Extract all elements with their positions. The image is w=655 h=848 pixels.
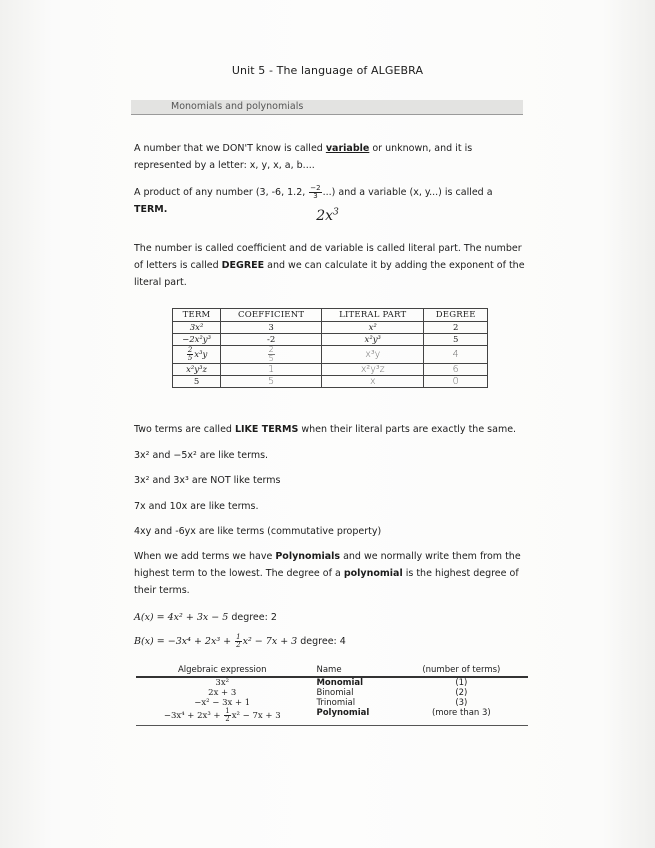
count-cell: (more than 3) (395, 708, 528, 726)
text-span: A number that we DON'T know is called (134, 143, 326, 154)
text-span: or unknown, and it is represented by a letter: x, y, x, a, b.... (134, 143, 473, 171)
polynomial-definition (134, 548, 528, 599)
degree-cell: 2 (424, 322, 488, 334)
text-span: and we normally write them from the highest term to the lowest. The degree of a (134, 551, 521, 579)
variable-keyword: variable (325, 143, 370, 154)
degree-cell: 5 (424, 334, 488, 346)
term-cell: 5 (173, 376, 221, 388)
fraction (268, 346, 275, 363)
expr-part: x² − 7x + 3 (242, 636, 298, 647)
polynomial-keyword: polynomial (343, 568, 403, 579)
name-cell: Binomial (316, 688, 354, 698)
term-keyword: TERM. (134, 204, 168, 215)
text-span: and we can calculate it by adding the exponent of the literal part. (134, 260, 525, 288)
text-span: A product of any number (3, -6, 1.2, (134, 187, 309, 198)
fraction-denominator: 2 (225, 715, 230, 723)
polynomial-classification-table (136, 664, 528, 726)
fraction-numerator: 1 (225, 707, 230, 715)
like-terms-definition (134, 424, 516, 435)
fraction-numerator: 2 (187, 346, 193, 354)
expr-part: −3x⁴ + 2x³ + (163, 711, 224, 721)
table-row (173, 334, 488, 346)
like-terms-example: 7x and 10x are like terms. (134, 501, 259, 512)
text-span: ...) and a variable (x, y...) is called a (322, 187, 493, 198)
expression-cell: −x² − 3x + 1 (194, 698, 251, 708)
table-row (136, 677, 528, 688)
col-header-name: Name (308, 664, 394, 677)
col-header-expression: Algebraic expression (136, 664, 308, 677)
term-cell (173, 346, 221, 364)
example-exponent: 3 (333, 207, 339, 218)
degree-cell: 4 (424, 346, 488, 364)
polynomial-b (134, 634, 346, 649)
like-terms-example: 3x² and 3x³ are NOT like terms (134, 475, 281, 486)
example-base: 2x (316, 208, 333, 224)
page-title: Unit 5 - The language of ALGEBRA (231, 64, 424, 77)
fraction-denominator: 5 (187, 354, 193, 362)
example-term (0, 208, 655, 224)
table-row (173, 364, 488, 376)
count-cell: (2) (455, 688, 468, 698)
degree-cell: 6 (424, 364, 488, 376)
expression-cell: 3x² (215, 678, 230, 688)
term-cell: −2x²y³ (173, 334, 221, 346)
term-table (172, 308, 488, 388)
fraction-denominator: 5 (268, 354, 274, 363)
col-header-term: TERM (173, 309, 221, 322)
count-cell: (1) (455, 678, 468, 688)
polynomial-b-expression (134, 633, 298, 649)
section-title: Monomials and polynomials (171, 101, 304, 112)
coefficient-definition (134, 240, 528, 291)
degree-keyword: DEGREE (221, 260, 265, 271)
coefficient-cell (221, 346, 322, 364)
literal-cell: x³y (322, 346, 424, 364)
coefficient-cell: -2 (221, 334, 322, 346)
variable-definition (134, 140, 528, 174)
expression-cell: 2x + 3 (208, 688, 237, 698)
table-row (136, 688, 528, 698)
literal-cell: x² (322, 322, 424, 334)
coefficient-cell: 3 (221, 322, 322, 334)
polynomial-a-degree: degree: 2 (231, 612, 277, 623)
name-cell: Trinomial (316, 698, 356, 708)
expr-part: x² − 7x + 3 (231, 711, 281, 721)
fraction-denominator: 2 (236, 641, 241, 649)
fraction (309, 185, 321, 200)
section-header (131, 100, 523, 115)
text-span: is the highest degree of their terms. (134, 568, 519, 596)
fraction-denominator: 3 (313, 192, 318, 200)
like-terms-example: 4xy and -6yx are like terms (commutative property) (134, 526, 382, 537)
table-header-row (136, 664, 528, 677)
name-cell: Monomial (316, 678, 364, 688)
literal-cell: x²y³z (322, 364, 424, 376)
text-span: Two terms are called (134, 424, 235, 435)
table-header-row (173, 309, 488, 322)
name-cell: Polynomial (308, 708, 394, 726)
table-row (136, 698, 528, 708)
table-row (173, 346, 488, 364)
degree-cell: 0 (424, 376, 488, 388)
literal-cell: x (322, 376, 424, 388)
polynomial-a-expression: A(x) = 4x² + 3x − 5 (134, 612, 229, 623)
expr-part: B(x) = −3x⁴ + 2x³ + (134, 636, 235, 647)
polynomial-keyword: Polynomials (275, 551, 341, 562)
table-row (173, 376, 488, 388)
term-cell: x²y³z (173, 364, 221, 376)
fraction (187, 347, 193, 362)
text-span: When we add terms we have (134, 551, 276, 562)
fraction (235, 634, 241, 649)
text-span: The number is called coefficient and de variable is called literal part. The number of letters is called (134, 243, 522, 271)
like-terms-example: 3x² and −5x² are like terms. (134, 450, 269, 461)
table-row (173, 322, 488, 334)
count-cell: (3) (455, 698, 468, 708)
fraction-numerator: 2 (268, 345, 274, 354)
col-header-literal-part: LITERAL PART (322, 309, 424, 322)
polynomial-b-degree: degree: 4 (300, 636, 346, 647)
like-terms-keyword: LIKE TERMS (234, 424, 299, 435)
col-header-count: (number of terms) (395, 664, 528, 677)
fraction-numerator: 1 (236, 633, 241, 641)
term-cell: 3x² (173, 322, 221, 334)
fraction (224, 708, 230, 723)
term-literal: x³y (194, 350, 208, 360)
text-span: when their literal parts are exactly the same. (298, 424, 517, 435)
coefficient-cell: 1 (221, 364, 322, 376)
expression-cell (136, 708, 308, 726)
table-row (136, 708, 528, 726)
col-header-degree: DEGREE (424, 309, 488, 322)
coefficient-cell: 5 (221, 376, 322, 388)
col-header-coefficient: COEFFICIENT (221, 309, 322, 322)
fraction-numerator: −2 (310, 184, 321, 192)
literal-cell: x²y³ (322, 334, 424, 346)
polynomial-a (134, 612, 277, 623)
